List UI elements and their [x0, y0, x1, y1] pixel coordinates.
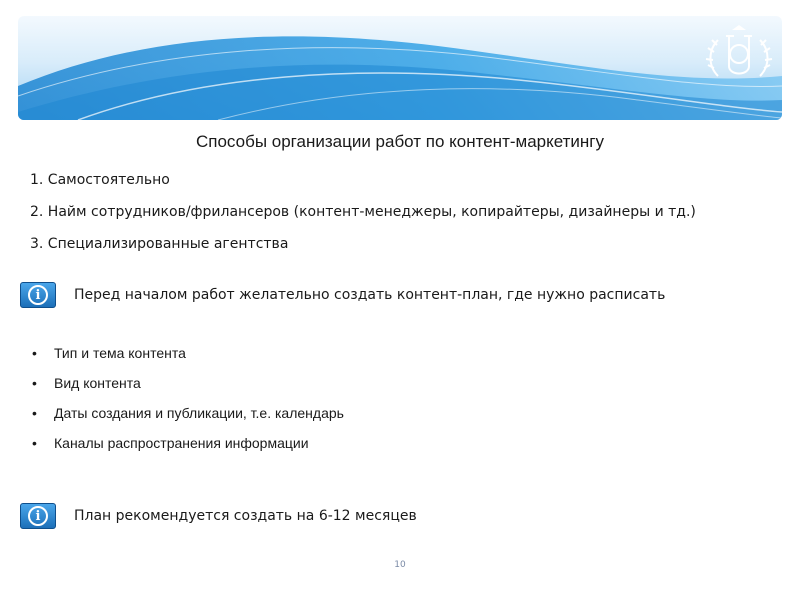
bullet-list-item — [32, 434, 344, 464]
bullet-marker: • — [32, 375, 37, 391]
numbered-list — [30, 170, 696, 266]
info-note-text: План рекомендуется создать на 6-12 месяцев — [74, 508, 417, 524]
bullet-marker: • — [32, 405, 37, 421]
info-note-text: Перед началом работ желательно создать контент-план, где нужно расписать — [74, 287, 666, 303]
info-icon[interactable] — [20, 503, 56, 529]
info-icon-glyph: i — [28, 506, 48, 526]
bullet-list-item — [32, 344, 344, 374]
bullet-list-item — [32, 404, 344, 434]
university-emblem-icon — [702, 24, 776, 88]
slide-title: Способы организации работ по контент-маркетингу — [196, 132, 604, 151]
bullet-list — [32, 344, 344, 464]
info-icon[interactable] — [20, 282, 56, 308]
bullet-list-item — [32, 374, 344, 404]
bullet-text: Каналы распространения информации — [54, 435, 309, 451]
info-icon-glyph: i — [28, 285, 48, 305]
info-note-duration — [20, 502, 417, 530]
bullet-text: Вид контента — [54, 375, 141, 391]
numbered-list-item: 1. Самостоятельно — [30, 172, 170, 188]
header-banner — [18, 16, 782, 120]
bullet-marker: • — [32, 435, 37, 451]
numbered-list-item: 3. Специализированные агентства — [30, 236, 289, 252]
numbered-list-item: 2. Найм сотрудников/фрилансеров (контент-менеджеры, копирайтеры, дизайнеры и тд.) — [30, 204, 696, 220]
bullet-text: Тип и тема контента — [54, 345, 186, 361]
info-note-plan — [20, 281, 666, 309]
page-number: 10 — [394, 560, 406, 570]
bullet-marker: • — [32, 345, 37, 361]
bullet-text: Даты создания и публикации, т.е. календарь — [54, 405, 344, 421]
